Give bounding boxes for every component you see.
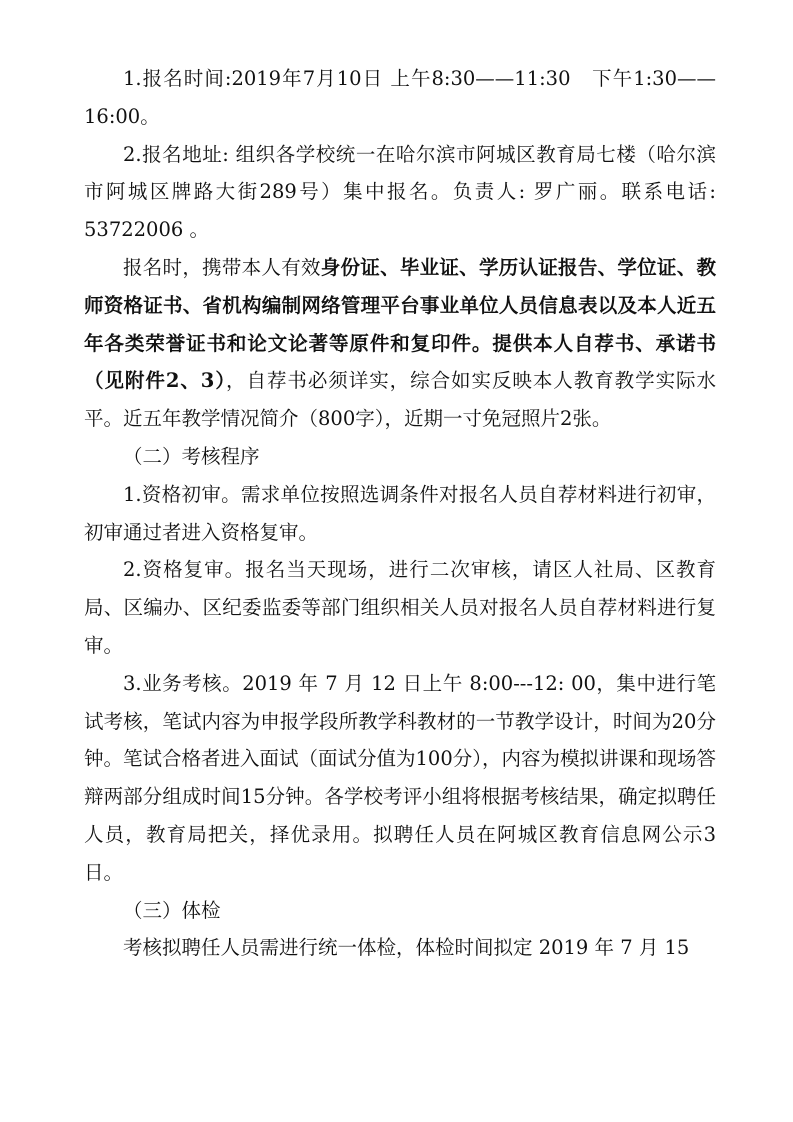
- business-assessment-paragraph: 3.业务考核。2019 年 7 月 12 日上午 8:00---12: 00，集中进行笔试考核，笔试内容为申报学段所教学科教材的一节教学设计，时间为20分钟。笔试合格者进入面试（面试分值为100分），内容为模拟讲课和现场答辩两部分组成时间15分钟。各学校考评小组将根据考核结果，确定拟聘任人员，教育局把关，择优录用。拟聘任人员在阿城区教育信息网公示3日。: [84, 671, 716, 884]
- physical-exam-paragraph: 考核拟聘任人员需进行统一体检，体检时间拟定 2019 年 7 月 15: [123, 936, 690, 960]
- secondary-review-paragraph: 2.资格复审。报名当天现场，进行二次审核，请区人社局、区教育局、区编办、区纪委监委等部门组织相关人员对报名人员自荐材料进行复审。: [84, 558, 716, 657]
- materials-detail-text: ，自荐书必须详实，综合如实反映本人教育教学实际水平。近五年教学情况简介（800字），近期一寸免冠照片2张。: [84, 369, 716, 431]
- registration-address-paragraph: 2.报名地址: 组织各学校统一在哈尔滨市阿城区教育局七楼（哈尔滨市阿城区牌路大街289号）集中报名。负责人: 罗广丽。联系电话: 53722006 。: [84, 142, 716, 242]
- section-heading-assessment-procedure: （二）考核程序: [123, 444, 260, 468]
- section-heading-physical-exam: （三）体检: [123, 898, 221, 922]
- document-page: [84, 60, 716, 967]
- registration-time-paragraph: 1.报名时间:2019年7月10日 上午8:30——11:30 下午1:30——16:00。: [84, 67, 716, 128]
- registration-materials-paragraph: [84, 249, 716, 438]
- materials-required-bold-text: 身份证、毕业证、学历认证报告、学位证、教师资格证书、省机构编制网络管理平台事业单位人员信息表以及本人近五年各类荣誉证书和论文论著等原件和复印件。提供本人自荐书、承诺书（见附件2、3）: [84, 255, 716, 393]
- materials-intro-text: 报名时，携带本人有效: [123, 255, 321, 279]
- preliminary-review-paragraph: 1.资格初审。需求单位按照选调条件对报名人员自荐材料进行初审，初审通过者进入资格复审。: [84, 482, 716, 544]
